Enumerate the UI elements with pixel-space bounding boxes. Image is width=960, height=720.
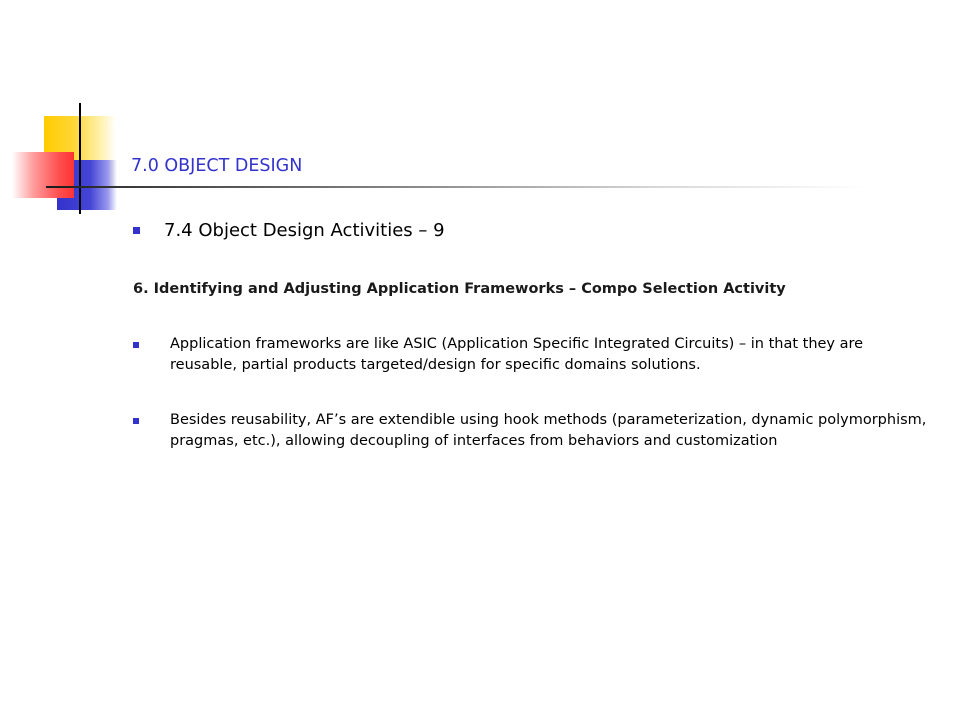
slide-title: 7.0 OBJECT DESIGN: [131, 156, 303, 176]
square-bullet-icon: [133, 227, 140, 234]
decorative-vertical-line: [79, 103, 81, 214]
square-bullet-icon: [133, 342, 139, 348]
bullet-item-level1: [133, 220, 445, 241]
paragraph-text: Besides reusability, AF’s are extendible using hook methods (parameterization, dynamic polymorphism, pragmas, etc.), allowing decoupling of interfaces from behaviors and customization: [170, 412, 927, 449]
title-underline: [46, 186, 866, 188]
section-subheading: 6. Identifying and Adjusting Application Frameworks – Compo Selection Activity: [133, 281, 786, 297]
decorative-red-square: [12, 152, 74, 198]
bullet-paragraph-1: [133, 334, 933, 376]
paragraph-text: Application frameworks are like ASIC (Application Specific Integrated Circuits) – in that they are reusable, partial products targeted/design for specific domains solutions.: [170, 336, 864, 373]
square-bullet-icon: [133, 418, 139, 424]
bullet-text: 7.4 Object Design Activities – 9: [164, 220, 445, 241]
bullet-paragraph-2: [133, 410, 933, 452]
